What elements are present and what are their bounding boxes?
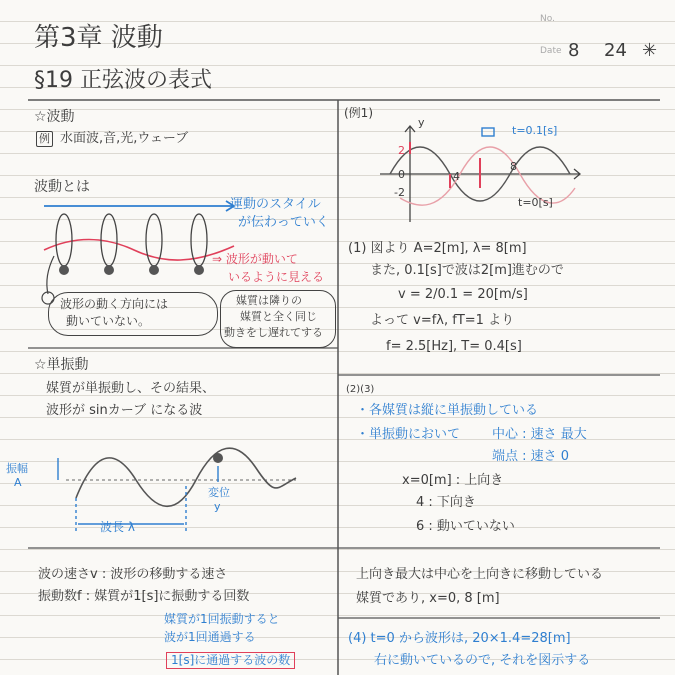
amplitude-symbol: A <box>14 476 22 489</box>
p23-center: 中心 : 速さ 最大 <box>492 427 587 442</box>
p23-x0: x=0[m] : 上向き <box>402 473 504 488</box>
wavelength-label: 波長 λ <box>100 520 135 534</box>
shm-line2: 波形が sinカーブ になる波 <box>46 403 203 418</box>
p4-line1: (4) t=0 から波形は, 20×1.4=28[m] <box>348 631 571 646</box>
what-is-wave: 波動とは <box>34 179 90 195</box>
p4-line2: 右に動いているので, それを図示する <box>374 653 591 668</box>
p23-heading: (2)(3) <box>346 384 375 395</box>
blue-note-line2: が伝わっていく <box>238 215 329 230</box>
no-label: No. <box>540 14 555 24</box>
date-day: 24 <box>604 40 627 61</box>
p23-end: 端点 : 速さ 0 <box>492 449 570 464</box>
red-note-line1: ⇒ 波形が動いて <box>212 252 298 266</box>
date-mark: ✳ <box>642 40 658 61</box>
chapter-title: 第3章 波動 <box>34 23 163 53</box>
bubble2-line2: 媒質と全く同じ <box>240 310 317 323</box>
wave-graph <box>370 118 610 228</box>
p1-line4: よって v=fλ, fT=1 より <box>370 313 515 328</box>
freq-line: 振動数f : 媒質が1[s]に振動する回数 <box>38 589 250 604</box>
bubble2-line1: 媒質は隣りの <box>236 294 302 307</box>
shm-heading: ☆単振動 <box>34 357 89 373</box>
p1-line2: また, 0.1[s]で波は2[m]進むので <box>370 263 564 278</box>
bubble2-line3: 動きをし遅れてする <box>224 326 323 339</box>
speed-line: 波の速さv : 波形の移動する速さ <box>38 567 228 582</box>
tick-2: 2 <box>398 144 405 157</box>
displacement-label: 変位 <box>208 486 230 499</box>
p23-x6: 6 : 動いていない <box>416 519 515 534</box>
freq-note2: 波が1回通過する <box>164 630 256 644</box>
tick-0: 0 <box>398 168 405 181</box>
p23-line2: ・単振動において <box>356 427 461 442</box>
tick-8: 8 <box>510 160 517 173</box>
bubble1-line2: 動いていない。 <box>66 314 151 328</box>
t-label-red: t=0.1[s] <box>512 124 558 137</box>
sine-diagram <box>36 438 306 538</box>
blue-note-line1: 運動のスタイル <box>230 197 321 212</box>
p23-concl2: 媒質であり, x=0, 8 [m] <box>356 591 500 606</box>
displacement-symbol: y <box>214 500 221 513</box>
bubble1-line1: 波形の動く方向には <box>60 297 169 311</box>
p23-concl1: 上向き最大は中心を上向きに移動している <box>356 567 604 582</box>
p1-line1: (1) 図より A=2[m], λ= 8[m] <box>348 241 527 256</box>
freq-note1: 媒質が1回振動すると <box>164 612 280 626</box>
red-note-line2: いるように見える <box>228 270 325 284</box>
date-label: Date <box>540 46 562 56</box>
section-title: §19 正弦波の表式 <box>34 68 212 93</box>
date-month: 8 <box>568 40 580 61</box>
shm-line1: 媒質が単振動し、その結果、 <box>46 381 216 396</box>
p23-x4: 4 : 下向き <box>416 495 476 510</box>
t-label-black: t=0[s] <box>518 196 553 209</box>
example-heading: (例1) <box>344 106 373 120</box>
amplitude-label: 振幅 <box>6 462 28 475</box>
medium-diagram <box>34 196 244 306</box>
p1-line5: f= 2.5[Hz], T= 0.4[s] <box>386 339 522 354</box>
tick-4: 4 <box>453 170 460 183</box>
y-axis-label: y <box>418 116 425 129</box>
example-text: 水面波,音,光,ウェーブ <box>60 131 189 146</box>
tick-m2: -2 <box>394 186 405 199</box>
example-tag: 例 <box>36 131 53 147</box>
p23-line1: ・各媒質は縦に単振動している <box>356 403 539 418</box>
p1-line3: v = 2/0.1 = 20[m/s] <box>398 287 528 302</box>
freq-note3: 1[s]に通過する波の数 <box>166 652 295 669</box>
wave-heading: ☆波動 <box>34 109 75 125</box>
